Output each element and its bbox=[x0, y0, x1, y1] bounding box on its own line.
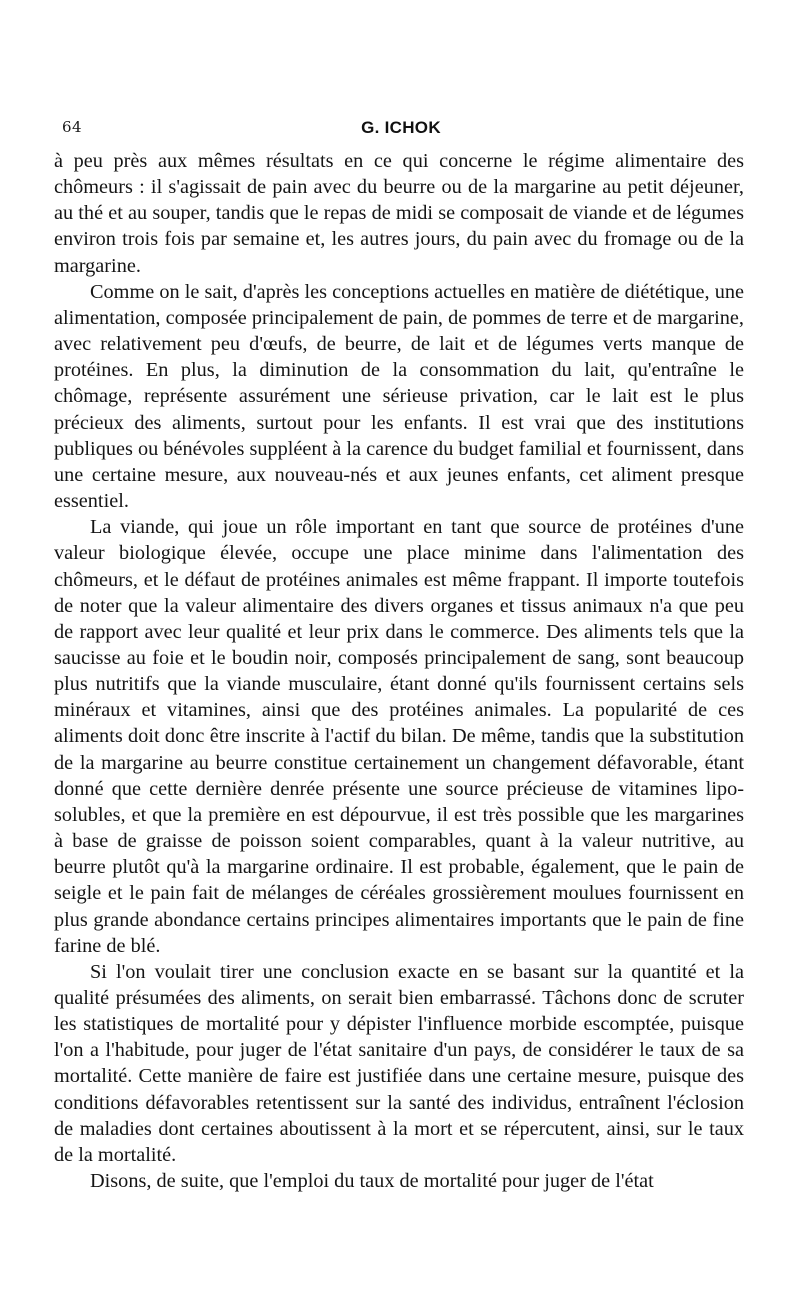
running-head-author: G. ICHOK bbox=[361, 118, 441, 137]
paragraph-meat: La viande, qui joue un rôle important en tant que source de protéines d'une valeur biologique élevée, occupe une place minime dans l'alimentation des chômeurs, et le défaut de protéines animales est même frappant. Il importe toutefois de noter que la valeur alimentaire des divers organes et tissus animaux n'a que peu de rapport avec leur qualité et leur prix dans le commerce. Des aliments tels que la saucisse au foie et le boudin noir, composés principalement de sang, sont beaucoup plus nutritifs que la viande musculaire, étant donné qu'ils fournissent certains sels minéraux et vitamines, ainsi que des protéines animales. La popularité de ces aliments doit donc être inscrite à l'actif du bilan. De même, tandis que la substitution de la margarine au beurre constitue certainement un changement défavorable, étant donné que cette dernière denrée présente une source précieuse de vitamines lipo-solubles, et que la première en est dépourvue, il est très possible que les margarines à base de graisse de poisson soient comparables, quant à la valeur nutritive, au beurre plutôt qu'à la margarine ordinaire. Il est probable, également, que le pain de seigle et le pain fait de mélanges de céréales grossièrement moulues fournissent en plus grande abondance certains principes alimentaires importants que le pain de fine farine de blé. bbox=[54, 516, 744, 957]
paragraph-dietetics: Comme on le sait, d'après les conceptions actuelles en matière de diététique, une alimentation, composée principalement de pain, de pommes de terre et de margarine, avec relativement peu d'œufs, de beurre, de lait et de légumes verts manque de protéines. En plus, la diminution de la consommation du lait, qu'entraîne le chômage, représente assurément une sérieuse privation, car le lait est le plus précieux des aliments, surtout pour les enfants. Il est vrai que des institutions publiques ou bénévoles suppléent à la carence du budget familial et fournissent, dans une certaine mesure, aux nouveau-nés et aux jeunes enfants, cet aliment presque essentiel. bbox=[54, 280, 744, 513]
paragraph-mortality: Si l'on voulait tirer une conclusion exacte en se basant sur la quantité et la qualité présumées des aliments, on serait bien embarrassé. Tâchons donc de scruter les statistiques de mortalité pour y dépister l'influence morbide escomptée, puisque l'on a l'habitude, pour juger de l'état sanitaire d'un pays, de considérer le taux de sa mortalité. Cette manière de faire est justifiée dans une certaine mesure, puisque des conditions défavorables retentissent sur la santé des individus, entraînent l'éclosion de maladies dont certaines aboutissent à la mort et se répercutent, ainsi, sur le taux de la mortalité. bbox=[54, 960, 744, 1166]
page-header bbox=[62, 118, 740, 148]
paragraph-final: Disons, de suite, que l'emploi du taux de mortalité pour juger de l'état bbox=[90, 1170, 654, 1193]
page-number: 64 bbox=[62, 118, 83, 136]
paragraph-continued: à peu près aux mêmes résultats en ce qui concerne le régime alimentaire des chômeurs : il s'agissait de pain avec du beurre ou de la margarine au petit déjeuner, au thé et au souper, tandis que le repas de midi se composait de viande et de légumes environ trois fois par semaine et, les autres jours, du pain avec du fromage ou de la margarine. bbox=[54, 150, 744, 277]
body-text bbox=[54, 148, 744, 1194]
